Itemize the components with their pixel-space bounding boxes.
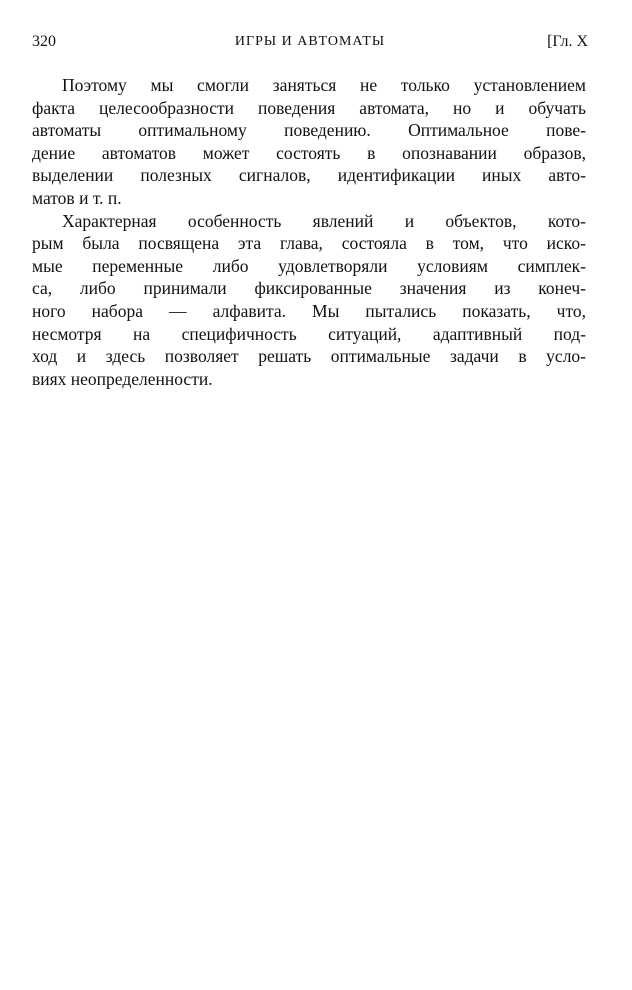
text-line: дение автоматов может состоять в опознавании образов, (32, 142, 586, 163)
text-line: несмотря на специфичность ситуаций, адаптивный под- (32, 323, 586, 344)
text-line: Поэтому мы смогли заняться не только установлением (62, 75, 586, 95)
text-line: Характерная особенность явлений и объектов, кото- (62, 210, 586, 231)
paragraph-1 (32, 74, 586, 210)
text-line: ного набора — алфавита. Мы пытались показать, что, (32, 300, 586, 321)
running-title: ИГРЫ И АВТОМАТЫ (234, 34, 386, 49)
running-head (32, 30, 588, 54)
text-line: факта целесообразности поведения автомата, но и обучать (32, 97, 586, 118)
text-line: виях неопределенности. (32, 368, 213, 389)
text-line: выделении полезных сигналов, идентификации иных авто- (32, 165, 586, 186)
text-line: рым была посвящена эта глава, состояла в том, что иско- (32, 233, 586, 254)
page-number: 320 (32, 33, 56, 50)
text-line: ход и здесь позволяет решать оптимальные задачи в усло- (32, 346, 586, 367)
text-line: са, либо принимали фиксированные значения из конеч- (32, 278, 586, 299)
chapter-reference: [Гл. X (547, 33, 588, 50)
body-text (32, 74, 586, 390)
text-line: матов и т. п. (32, 187, 122, 208)
paragraph-2 (32, 210, 586, 391)
text-line: автоматы оптимальному поведению. Оптимальное пове- (32, 120, 586, 141)
text-line: мые переменные либо удовлетворяли условиям симплек- (32, 255, 586, 276)
